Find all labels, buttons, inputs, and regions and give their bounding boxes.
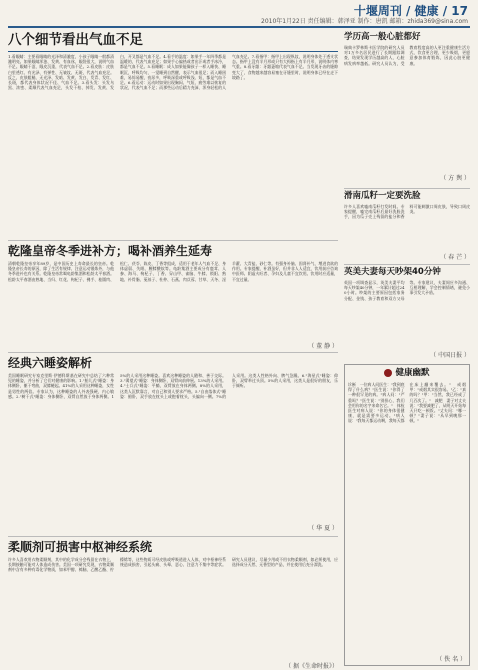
sidebar-body: 英国一项调查显示，英美夫妻平均每天吵架40分钟，一年累计超过240小时。吵架的主要原因包括家务分配、金钱、孩子教育和双方父母等。专家建议，夫妻间应多沟通、互相理解，学会控制情绪，避免小事引发大矛盾。 (344, 280, 470, 301)
article-qixue (8, 32, 338, 234)
seal-icon (384, 369, 392, 377)
article-title: 柔顺剂可损害中枢神经系统 (8, 540, 153, 554)
article-title: 乾隆皇帝冬季进补方；喝补酒养生延寿 (8, 244, 213, 258)
section-title: 十堰周刊 / 健康 / 17 (353, 4, 468, 18)
article-source: （ 华 夏 ） (308, 525, 338, 532)
article-rouchunji (8, 536, 338, 670)
article-body: 清朝乾隆皇帝享年89岁，是中国历史上寿命最长的皇帝。乾隆皇帝长寿的原因，除了生活有规律、注意运动锻炼外，与他冬季进补也有关系。乾隆皇帝常喝龟龄集酒和松龄太平春酒。松龄太平春酒由熟地、当归、红花、枸杞子、佛手、桂圆肉、松仁、茯苓、陈皮、丁香等组成，适用于老年人气血不足、身体虚弱、失眠、腰膝酸软等。龟龄集酒主要成分有鹿茸、人参、海马、枸杞子、丁香、穿山甲、雀脑、牛膝、锁阳、熟地、补骨脂、菟丝子、杜仲、石燕、肉苁蓉、甘草、天冬、淫羊藿、大青盐、砂仁等。有强身补脑、固肾补气、增进食欲的作用。专家提醒，补酒虽好，但并非人人适宜，饮用前应咨询中医师。阴虚火旺者、孕妇及儿童不宜饮用。饮用时应适量，不宜过量。 (8, 261, 338, 282)
sidebar-body: 瑞典卡罗林斯卡医学院的研究人员对1万多名居民进行了长期跟踪调查，结果发现学历越高的人，心脏病发病率越低。研究人员认为，受教育程度高的人更注重健康生活方式，饮食更合理，更少吸烟，更愿意参加体育锻炼，因此心脏更健康。 (344, 45, 470, 66)
sidebar-fuqi (344, 264, 470, 357)
sidebar-title: 学历高一般心脏都好 (344, 32, 421, 42)
article-body: 1.看眼睛：主要看眼睛的光泽和清澈度，小孩子眼睛一般都清澈明亮。如果眼睛浑浊、发黄、有血丝，眼袋很大，说明气血不足。眼睛干涩、眼皮沉重，代表气血不足。2.看皮肤：皮肤白里透红、有光泽、有弹性、无皱纹、无斑，代表气血充足。反之，皮肤粗糙、无光泽、发暗、发黄、发白、发青、发红、长斑，都代表身体状况不佳、气血不足。3.看头发：头发乌黑、浓密、柔顺代表气血充足，头发干枯、掉发、发黄、发白、开叉都是气血不足。4.看手的温度：如果手一年四季都是温暖的，代表气血充足；如果手心偏热或者出汗或者手冰冷，都是气血不足。5.看睡眠：成人如果能像孩子一样入睡快、睡眠沉，呼吸均匀，一觉睡到自然醒，表示气血很足；而入睡困难，易惊易醒，夜尿多，呼吸深重或呼吸浅、短，都是气血不足。6.看运动：运动时如果出现胸闷、气短、疲劳难以恢复的状况，代表气血不足；而那些运动后精力充沛、浑身轻松的人气血充足。7.看指甲：指甲上出现纵纹，说明身体处于透支状态。指甲上没有半月形或只有大拇指上有半月形，说明体内寒气重。8.看牙龈：牙龈萎缩代表气血不足。当发现牙齿的缝隙变大了，食物越来越容易塞在牙缝里时，说明身体已经在走下坡路了。 (8, 54, 338, 91)
sidebar-body: 许多人喜欢嗑南瓜籽打发时间。专家提醒，嗑完南瓜籽后最好洗脸洗手，因为瓜子壳上残留的盐分和香料可能刺激口周皮肤，导致口周皮炎。 (344, 204, 470, 220)
sidebar-source: （ 方 舆 ） (440, 175, 470, 182)
sidebar-source: （ 春 芒 ） (440, 254, 470, 261)
sidebar-source: （ 中国日报 ） (430, 352, 470, 359)
article-title: 八个细节看出气血不足 (8, 32, 143, 48)
sidebar-source: （ 佚 名 ） (436, 656, 466, 663)
article-source: （ 董 静 ） (308, 343, 338, 350)
article-source: （ 据《生命时报》） (285, 663, 338, 670)
sidebar-nanguazi (344, 188, 470, 259)
sidebar-body: 诊断 一位病人问医生："我到底得了什么病？"医生说："你得了一种很罕见的病。"病人问："严重吗？"医生说："别担心，我们会用你的名字来命名它。" 体检 医生对病人说："你的身体很健康，就是需要多运动。"病人说："我每天都运动啊，我每天都在床上翻来覆去。" 戒烟 甲："戒烟其实很容易。"乙："真的吗？"甲："当然，我已经戒了几百次了。" 减肥 妻子对丈夫说："我要减肥了，从明天开始每天只吃一顿饭。"丈夫问："哪一顿？"妻子说："从早到晚那一顿。" (348, 382, 470, 424)
sidebar-title: 健康幽默 (345, 368, 469, 379)
article-body: 许多人喜欢用衣物柔顺剂，其中的化学成分会残留在衣物上，长期接触可能对人体造成伤害。美国一项研究发现，衣物柔顺剂中含有多种有毒化学物质，如苯甲醇、樟脑、乙酸乙酯、柠檬烯等，这些物质可经皮肤或呼吸道进入人体，对中枢神经系统造成损害，引起头痛、头晕、恶心、注意力不集中等症状。研究人员建议，尽量少用或不用衣物柔顺剂，如必须使用，应选择成分天然、无香型的产品，并在使用后充分漂洗。 (8, 557, 338, 573)
article-qianlong (8, 240, 338, 350)
sidebar-humor-box (344, 364, 470, 666)
sidebar-title: 英美夫妻每天吵架40分钟 (344, 267, 441, 277)
article-shuizi (8, 352, 338, 531)
article-title: 经典六睡姿解析 (8, 356, 93, 370)
dateline: 2010年1月22日 责任编辑：韩泽亚 制作：唐凯 邮箱：zhida369@sina.com (261, 18, 468, 25)
sidebar-title: 滑南瓜籽一定要洗脸 (344, 191, 421, 201)
sidebar-xueli (344, 32, 470, 182)
page-header (8, 2, 470, 28)
article-body: 美国睡眠研究专家克里斯·伊德科斯基在研究中总结了六种常见的睡姿，并分析了它们对健康的影响。1."胎儿式"睡姿：身体侧卧，躯干弯曲，双膝蜷起。41%的人采用这种睡姿，女性是男性的两倍。专家认为，这种睡姿的人外表强硬，内心敏感。2."树干式"睡姿：身体侧卧，双臂自然放于身体两侧。15%的人采用这种睡姿。喜欢这种睡姿的人随和、善于交际。3."渴望式"睡姿：身体侧卧，双臂向前伸展。13%的人采用。4."士兵式"睡姿：平躺，双臂放在身体两侧。8%的人采用，这类人沉默寡言，对自己和别人要求严格。5."自由落体式"睡姿：俯卧，双手放在枕头上或抱着枕头，头偏向一侧。7%的人采用。这类人性格外向、脾气急躁。6."海星式"睡姿：仰卧，双臂举过头顶。5%的人采用，这类人是很好的朋友，乐于倾听。 (8, 373, 338, 399)
